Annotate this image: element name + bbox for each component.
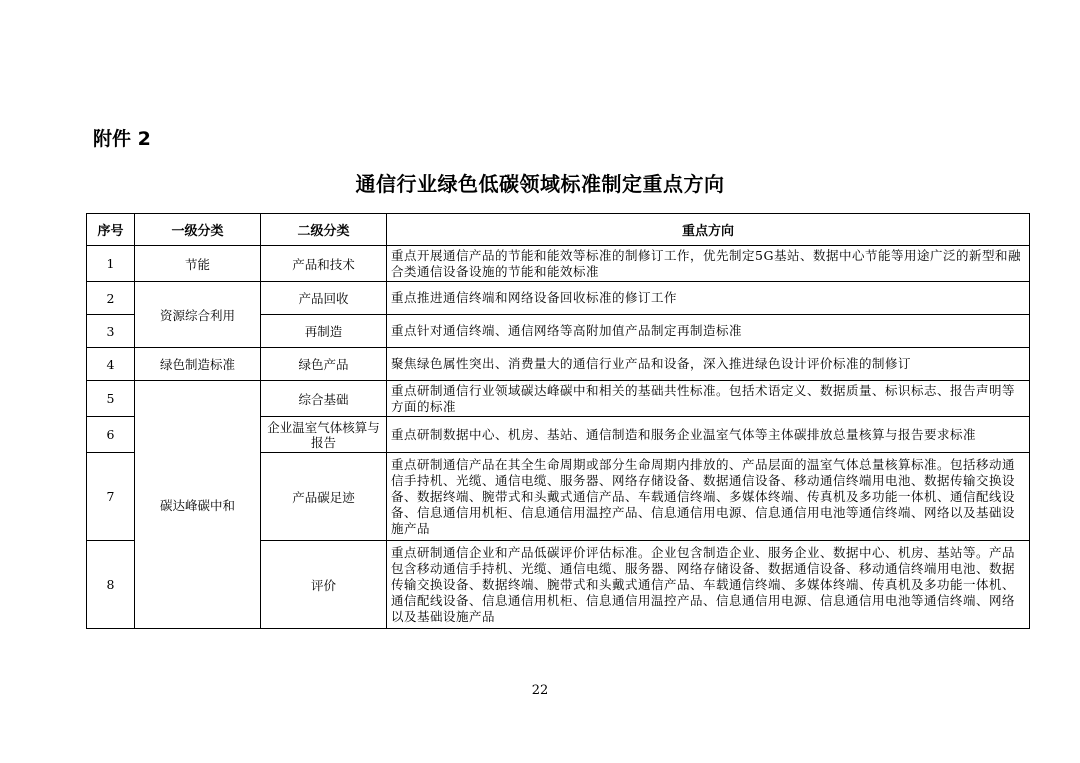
cat1-cell: 碳达峰碳中和: [135, 381, 261, 629]
header-no: 序号: [87, 214, 135, 246]
cat2-cell: 企业温室气体核算与报告: [261, 417, 387, 453]
cat1-cell: 节能: [135, 246, 261, 282]
direction-cell: 重点研制通信产品在其全生命周期或部分生命周期内排放的、产品层面的温室气体总量核算标准。包括移动通信手持机、光缆、通信电缆、服务器、网络存储设备、数据通信设备、移动通信终端用电池、数据传输交换设备、数据终端、腕带式和头戴式通信产品、车载通信终端、多媒体终端、传真机及多功能一体机、通信配线设备、信息通信用机柜、信息通信用温控产品、信息通信用电源、信息通信用电池等通信终端、网络以及基础设施产品: [387, 453, 1030, 541]
table-row: [87, 282, 1030, 315]
row-no: 4: [87, 348, 135, 381]
row-no: 5: [87, 381, 135, 417]
cat1-cell: 绿色制造标准: [135, 348, 261, 381]
row-no: 7: [87, 453, 135, 541]
cat2-cell: 产品碳足迹: [261, 453, 387, 541]
direction-cell: 重点开展通信产品的节能和能效等标准的制修订工作，优先制定5G基站、数据中心节能等用途广泛的新型和融合类通信设备设施的节能和能效标准: [387, 246, 1030, 282]
cat1-cell: 资源综合利用: [135, 282, 261, 348]
page-number: 22: [531, 683, 549, 698]
table-row: [87, 348, 1030, 381]
row-no: 6: [87, 417, 135, 453]
table-row: [87, 246, 1030, 282]
cat2-cell: 再制造: [261, 315, 387, 348]
standards-table: [86, 213, 1030, 629]
header-cat1: 一级分类: [135, 214, 261, 246]
row-no: 1: [87, 246, 135, 282]
row-no: 2: [87, 282, 135, 315]
header-cat2: 二级分类: [261, 214, 387, 246]
table-row: [87, 381, 1030, 417]
cat2-cell: 绿色产品: [261, 348, 387, 381]
direction-cell: 重点推进通信终端和网络设备回收标准的修订工作: [387, 282, 1030, 315]
header-direction: 重点方向: [387, 214, 1030, 246]
direction-cell: 重点研制数据中心、机房、基站、通信制造和服务企业温室气体等主体碳排放总量核算与报告要求标准: [387, 417, 1030, 453]
direction-cell: 聚焦绿色属性突出、消费量大的通信行业产品和设备，深入推进绿色设计评价标准的制修订: [387, 348, 1030, 381]
cat2-cell: 产品回收: [261, 282, 387, 315]
row-no: 3: [87, 315, 135, 348]
cat2-cell: 综合基础: [261, 381, 387, 417]
direction-cell: 重点研制通信行业领域碳达峰碳中和相关的基础共性标准。包括术语定义、数据质量、标识标志、报告声明等方面的标准: [387, 381, 1030, 417]
row-no: 8: [87, 541, 135, 629]
document-title: 通信行业绿色低碳领域标准制定重点方向: [355, 172, 725, 196]
table-header-row: [87, 214, 1030, 246]
cat2-cell: 评价: [261, 541, 387, 629]
cat2-cell: 产品和技术: [261, 246, 387, 282]
direction-cell: 重点研制通信企业和产品低碳评价评估标准。企业包含制造企业、服务企业、数据中心、机房、基站等。产品包含移动通信手持机、光缆、通信电缆、服务器、网络存储设备、数据通信设备、移动通信终端用电池、数据传输交换设备、数据终端、腕带式和头戴式通信产品、车载通信终端、多媒体终端、传真机及多功能一体机、通信配线设备、信息通信用机柜、信息通信用温控产品、信息通信用电源、信息通信用电池等通信终端、网络以及基础设施产品: [387, 541, 1030, 629]
attachment-label: 附件 2: [93, 128, 151, 150]
direction-cell: 重点针对通信终端、通信网络等高附加值产品制定再制造标准: [387, 315, 1030, 348]
